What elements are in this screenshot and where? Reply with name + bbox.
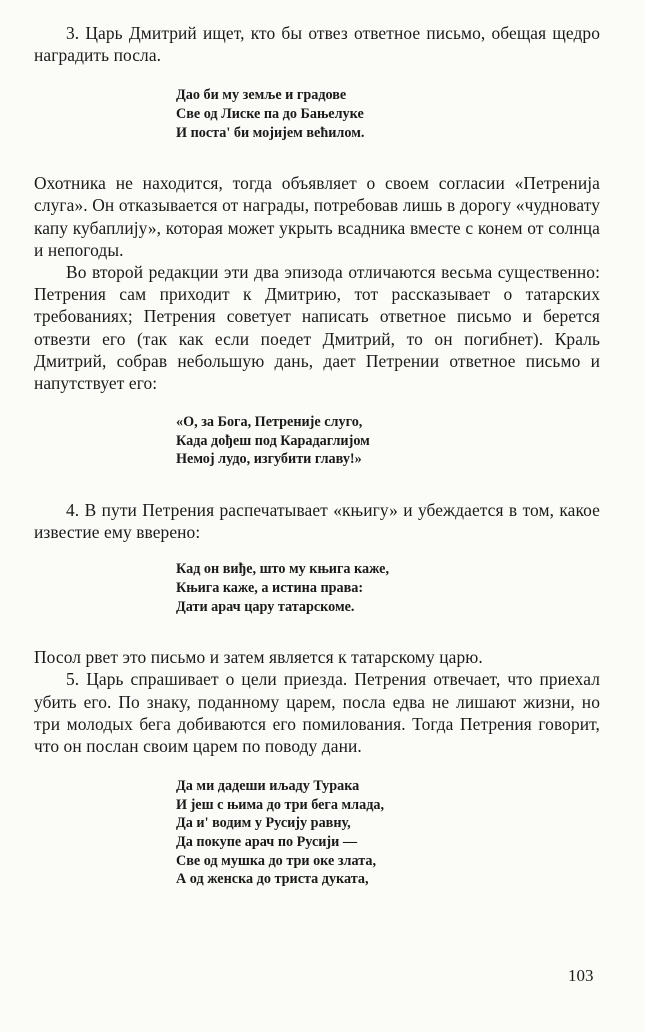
paragraph-4: 4. В пути Петрения распечатывает «књигу» и убеждается в том, какое известие ему вверено: <box>34 500 600 543</box>
verse-line: «О, за Бога, Петреније слуго, <box>176 414 363 431</box>
verse-block-4 <box>176 777 600 889</box>
verse-line: Све од мушка до три оке злата, <box>176 852 376 869</box>
verse-line: Немој лудо, изгубити главу!» <box>176 451 362 468</box>
paragraph-2: Охотника не находится, тогда объявляет о своем согласии «Петренија слуга». Он отказывается от награды, потребовав лишь в дорогу «чудновату капу кубаплију», которая может укрыть всадника вместе с конем от солнца и непогоды. <box>34 173 600 260</box>
page-body <box>34 22 600 889</box>
verse-line: И јеш с њима до три бега млада, <box>176 796 385 813</box>
verse-line: И поста' би мојијем већилом. <box>176 124 365 141</box>
verse-block-1 <box>176 86 600 142</box>
paragraph-6: 5. Царь спрашивает о цели приезда. Петрения отвечает, что приехал убить его. По знаку, поданному царем, посла едва не лишают жизни, но три молодых бега добиваются его помилования. Тогда Петрения говорит, что он послан своим царем по поводу дани. <box>34 669 600 756</box>
verse-line: Све од Лиске па до Бањелуке <box>176 106 364 122</box>
verse-line: Да и' водим у Русију равну, <box>176 815 351 832</box>
verse-line: А од женска до триста дуката, <box>176 871 369 888</box>
paragraph-3: Во второй редакции эти два эпизода отличаются весьма существенно: Петрения сам приходит к Дмитрию, тот рассказывает о татарских требованиях; Петрения советует написать ответное письмо и берется отвезти его (так как если поедет Дмитрий, то он погибнет). Краль Дмитрий, собрав небольшую дань, дает Петрении ответное письмо и напутствует его: <box>34 262 600 394</box>
page-number: 103 <box>568 966 594 985</box>
verse-line: Да покупе арач по Русији — <box>176 833 358 850</box>
verse-line: Да ми дадеши иљаду Турака <box>176 778 360 795</box>
verse-block-2 <box>176 413 600 469</box>
paragraph-1: 3. Царь Дмитрий ищет, кто бы отвез ответное письмо, обещая щедро наградить посла. <box>34 23 600 66</box>
paragraph-5: Посол рвет это письмо и затем является к татарскому царю. <box>34 647 483 668</box>
verse-line: Када дођеш под Карадаглијом <box>176 432 370 449</box>
verse-line: Књига каже, а истина права: <box>176 580 364 596</box>
verse-block-3 <box>176 560 600 616</box>
verse-line: Дати арач цару татарскоме. <box>176 598 355 615</box>
verse-line: Кад он виђе, што му књига каже, <box>176 561 390 578</box>
verse-line: Дао би му земље и градове <box>176 87 347 104</box>
